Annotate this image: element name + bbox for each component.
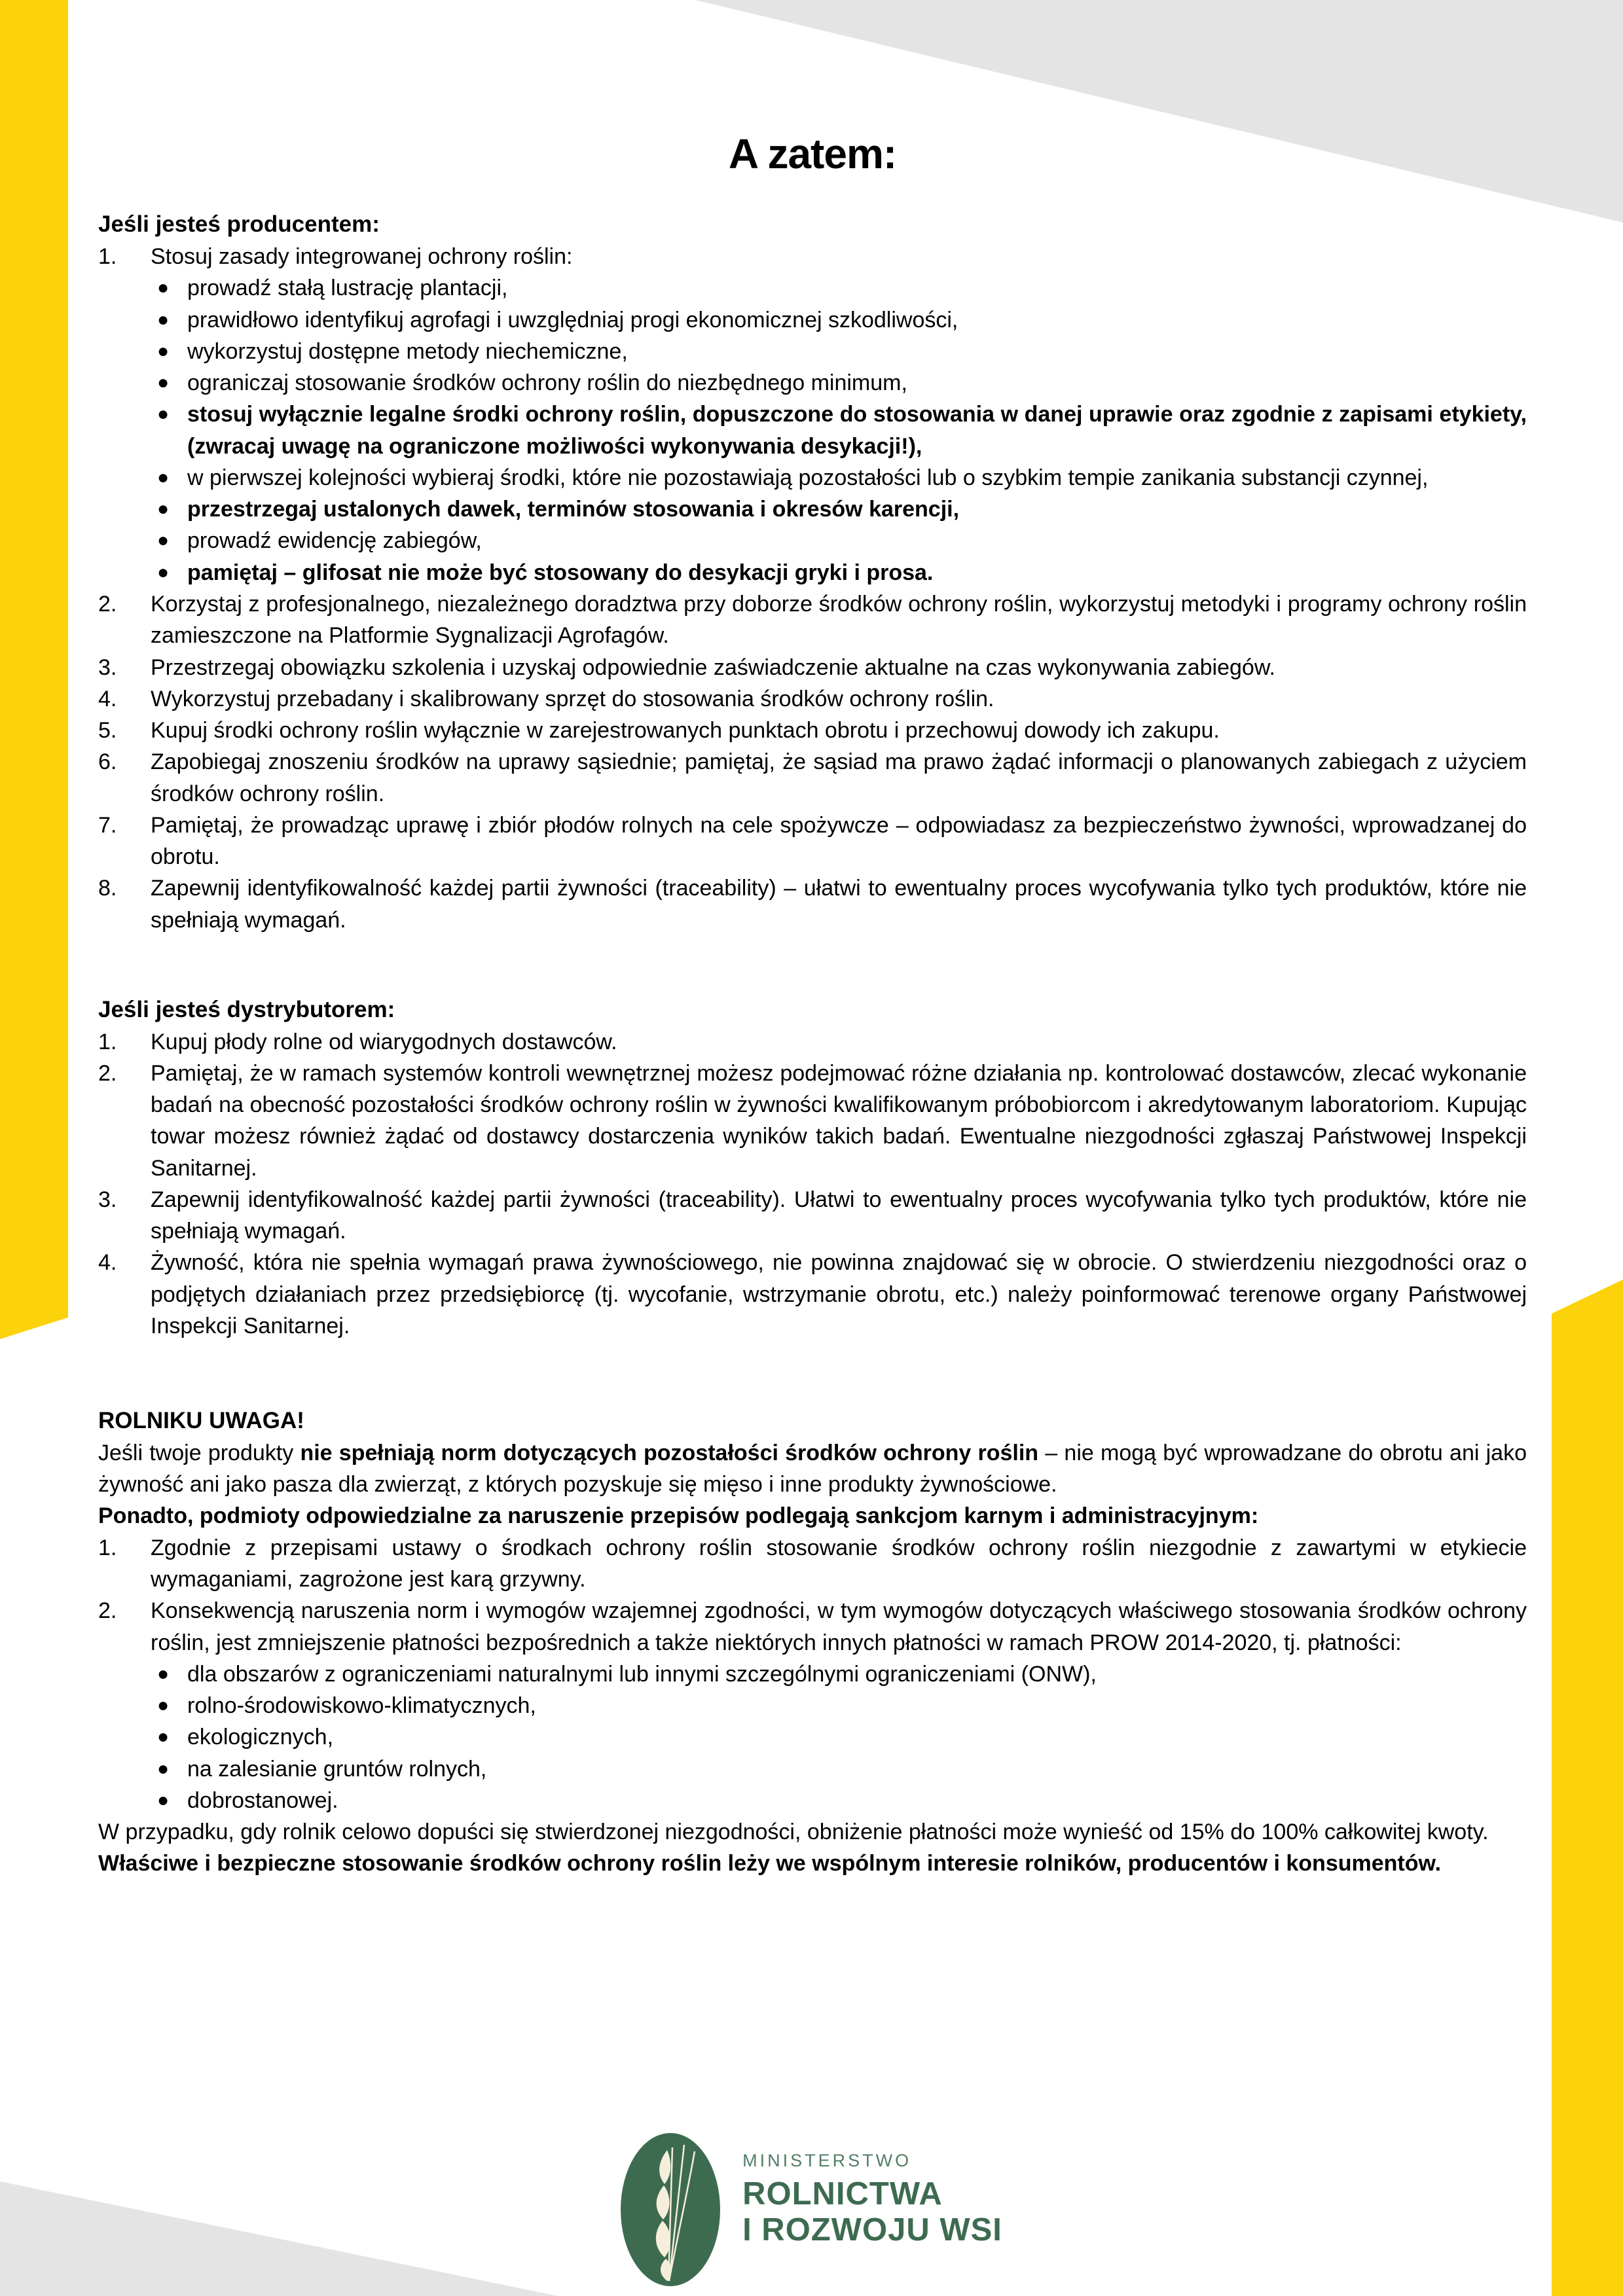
list-text: prowadź stałą lustrację plantacji,: [187, 276, 508, 301]
list-text: ograniczaj stosowanie środków ochrony roślin do niezbędnego minimum,: [187, 370, 907, 396]
bullet-icon: ●: [157, 1695, 170, 1717]
bullet-icon: ●: [157, 372, 170, 394]
list-text: prawidłowo identyfikuj agrofagi i uwzględniaj progi ekonomicznej szkodliwości,: [187, 307, 958, 332]
list-number: 2.: [98, 1598, 117, 1624]
list-number: 8.: [98, 876, 117, 901]
list-item: [98, 1247, 1527, 1342]
list-number: 3.: [98, 1187, 117, 1212]
ministry-logo-line2: ROLNICTWA: [742, 2176, 943, 2212]
sanctions-list: [98, 1532, 1527, 1659]
page-title: A zatem:: [728, 130, 897, 177]
list-number: 3.: [98, 655, 117, 680]
list-item: [157, 1659, 1527, 1690]
bullet-icon: ●: [157, 340, 170, 362]
list-number: 6.: [98, 749, 117, 775]
list-item: [157, 557, 1527, 588]
list-item: [157, 272, 1527, 304]
producer-list-continued: [98, 588, 1527, 936]
distributor-list: [98, 1026, 1527, 1342]
list-item: [98, 1026, 1527, 1058]
list-item: [98, 872, 1527, 936]
list-item: [98, 746, 1527, 810]
list-text: Wykorzystuj przebadany i skalibrowany sprzęt do stosowania środków ochrony roślin.: [151, 686, 994, 711]
list-text: Przestrzegaj obowiązku szkolenia i uzyskaj odpowiednie zaświadczenie aktualne na czas wykonywania zabiegów.: [151, 655, 1275, 680]
list-text: Zapewnij identyfikowalność każdej partii żywności (traceability) – ułatwi to ewentualny proces wycofywania tylko tych produktów, które nie spełniają wymagań.: [151, 876, 1527, 933]
payment-reduction-paragraph: W przypadku, gdy rolnik celowo dopuści się stwierdzonej niezgodności, obniżenie płatności może wynieść od 15% do 100% całkowitej kwoty.: [98, 1820, 1489, 1845]
bullet-icon: ●: [157, 308, 170, 331]
list-item: [157, 1690, 1527, 1721]
warning-intro-paragraph: [98, 1437, 1527, 1501]
list-text: wykorzystuj dostępne metody niechemiczne,: [187, 338, 628, 364]
list-item: [98, 652, 1527, 683]
list-text: rolno-środowiskowo-klimatycznych,: [187, 1693, 536, 1719]
list-item: [98, 1058, 1527, 1184]
list-number: 4.: [98, 1250, 117, 1276]
list-number: 2.: [98, 592, 117, 617]
list-number: 1.: [98, 1535, 117, 1560]
farmer-warning-heading: ROLNIKU UWAGA!: [98, 1408, 304, 1434]
bullet-icon: ●: [157, 1726, 170, 1748]
list-item: [98, 241, 1527, 272]
bullet-icon: ●: [157, 498, 170, 520]
warning-intro-post: – nie mogą być wprowadzane do obrotu ani jako żywność ani jako pasza dla zwierząt, z których pozyskuje się mięso i inne produkty żywnościowe.: [98, 1440, 1527, 1498]
section-spacer: [98, 936, 1527, 994]
list-text: pamiętaj – glifosat nie może być stosowany do desykacji gryki i prosa.: [187, 560, 934, 585]
list-item: [98, 1532, 1527, 1596]
bullet-icon: ●: [157, 1789, 170, 1811]
list-text: dla obszarów z ograniczeniami naturalnymi lub innymi szczególnymi ograniczeniami (ONW),: [187, 1661, 1097, 1687]
bullet-icon: ●: [157, 1662, 170, 1685]
bullet-icon: ●: [157, 403, 170, 425]
warning-intro-bold: nie spełniają norm dotyczących pozostałości środków ochrony roślin: [300, 1440, 1039, 1465]
list-number: 2.: [98, 1060, 117, 1086]
list-item: [98, 588, 1527, 652]
list-item: [98, 715, 1527, 746]
bullet-icon: ●: [157, 466, 170, 488]
list-text: Pamiętaj, że w ramach systemów kontroli wewnętrznej możesz podejmować różne działania np. kontrolować dostawców, zlecać wykonanie badań na obecność pozostałości środków ochrony roślin w żywności kwalifikowanym próbobiorcom i akredytowanym laboratoriom. Kupując towar możesz również żądać od dostawcy dostarczenia wyników takich badań. Ewentualne niezgodności zgłaszaj Państwowej Inspekcji Sanitarnej.: [151, 1060, 1527, 1181]
list-text: Stosuj zasady integrowanej ochrony roślin:: [151, 244, 573, 270]
list-text: w pierwszej kolejności wybieraj środki, które nie pozostawiają pozostałości lub o szybkim tempie zanikania substancji czynnej,: [187, 465, 1429, 490]
bullet-icon: ●: [157, 561, 170, 583]
list-text: przestrzegaj ustalonych dawek, terminów stosowania i okresów karencji,: [187, 497, 960, 522]
document-body: [98, 131, 1527, 1880]
sanctions-lead-paragraph: Ponadto, podmioty odpowiedzialne za naruszenie przepisów podlegają sankcjom karnym i administracyjnym:: [98, 1503, 1259, 1529]
list-text: Pamiętaj, że prowadząc uprawę i zbiór płodów rolnych na cele spożywcze – odpowiadasz za bezpieczeństwo żywności, wprowadzanej do obrotu.: [151, 812, 1527, 870]
list-text: Kupuj środki ochrony roślin wyłącznie w zarejestrowanych punktach obrotu i przechowuj dowody ich zakupu.: [151, 718, 1220, 744]
yellow-left-band: [0, 0, 68, 1339]
list-item: [157, 1785, 1527, 1816]
list-item: [157, 462, 1527, 493]
list-text: dobrostanowej.: [187, 1787, 338, 1813]
producer-sublist: [98, 272, 1527, 588]
list-item: [98, 1184, 1527, 1247]
wheat-emblem-icon: [621, 2133, 720, 2289]
bullet-icon: ●: [157, 529, 170, 552]
list-number: 1.: [98, 244, 117, 270]
list-item: [98, 1595, 1527, 1659]
ministry-logo: [0, 2133, 1623, 2289]
list-text: stosuj wyłącznie legalne środki ochrony roślin, dopuszczone do stosowania w danej uprawie oraz zgodnie z zapisami etykiety, (zwracaj uwagę na ograniczone możliwości wykonywania desykacji!),: [187, 402, 1527, 459]
list-item: [157, 399, 1527, 462]
list-text: Zapobiegaj znoszeniu środków na uprawy sąsiednie; pamiętaj, że sąsiad ma prawo żądać informacji o planowanych zabiegach z użyciem środków ochrony roślin.: [151, 749, 1527, 806]
distributor-section-heading: Jeśli jesteś dystrybutorem:: [98, 996, 395, 1022]
ministry-logo-line3: I ROZWOJU WSI: [742, 2212, 1002, 2248]
list-item: [157, 525, 1527, 556]
bullet-icon: ●: [157, 1757, 170, 1780]
list-text: na zalesianie gruntów rolnych,: [187, 1756, 487, 1782]
warning-intro-pre: Jeśli twoje produkty: [98, 1440, 301, 1465]
list-number: 4.: [98, 686, 117, 711]
list-text: ekologicznych,: [187, 1725, 334, 1750]
list-item: [157, 1753, 1527, 1785]
section-spacer: [98, 1342, 1527, 1405]
list-number: 5.: [98, 718, 117, 744]
payments-sublist: [98, 1659, 1527, 1816]
list-number: 7.: [98, 812, 117, 838]
list-item: [157, 336, 1527, 367]
list-number: 1.: [98, 1029, 117, 1054]
list-item: [157, 1721, 1527, 1753]
list-text: Kupuj płody rolne od wiarygodnych dostawców.: [151, 1029, 617, 1054]
list-text: Zgodnie z przepisami ustawy o środkach ochrony roślin stosowanie środków ochrony roślin niezgodnie z zawartymi w etykiecie wymaganiami, zagrożone jest karą grzywny.: [151, 1535, 1527, 1592]
ministry-logo-line1: MINISTERSTWO: [742, 2151, 912, 2170]
list-item: [157, 367, 1527, 399]
list-text: Konsekwencją naruszenia norm i wymogów wzajemnej zgodności, w tym wymogów dotyczących właściwego stosowania środków ochrony roślin, jest zmniejszenie płatności bezpośrednich a także niektórych innych płatności w ramach PROW 2014-2020, tj. płatności:: [151, 1598, 1527, 1655]
closing-statement: Właściwe i bezpieczne stosowanie środków ochrony roślin leży we wspólnym interesie rolników, producentów i konsumentów.: [98, 1851, 1442, 1876]
list-item: [98, 810, 1527, 873]
list-item: [98, 683, 1527, 715]
list-text: Zapewnij identyfikowalność każdej partii żywności (traceability). Ułatwi to ewentualny proces wycofywania tylko tych produktów, które nie spełniają wymagań.: [151, 1187, 1527, 1244]
ministry-logo-text: [742, 2133, 1002, 2248]
producer-list: [98, 241, 1527, 272]
list-text: Żywność, która nie spełnia wymagań prawa żywnościowego, nie powinna znajdować się w obrocie. O stwierdzeniu niezgodności oraz o podjętych działaniach przez przedsiębiorcę (tj. wycofanie, wstrzymanie obrotu, etc.) należy poinformować terenowe organy Państwowej Inspekcji Sanitarnej.: [151, 1250, 1527, 1338]
bullet-icon: ●: [157, 277, 170, 299]
list-text: prowadź ewidencję zabiegów,: [187, 528, 482, 554]
list-item: [157, 493, 1527, 525]
list-item: [157, 304, 1527, 336]
producer-section-heading: Jeśli jesteś producentem:: [98, 211, 380, 238]
list-text: Korzystaj z profesjonalnego, niezależnego doradztwa przy doborze środków ochrony roślin, wykorzystuj metodyki i programy ochrony roślin zamieszczone na Platformie Sygnalizacji Agrofagów.: [151, 592, 1527, 649]
